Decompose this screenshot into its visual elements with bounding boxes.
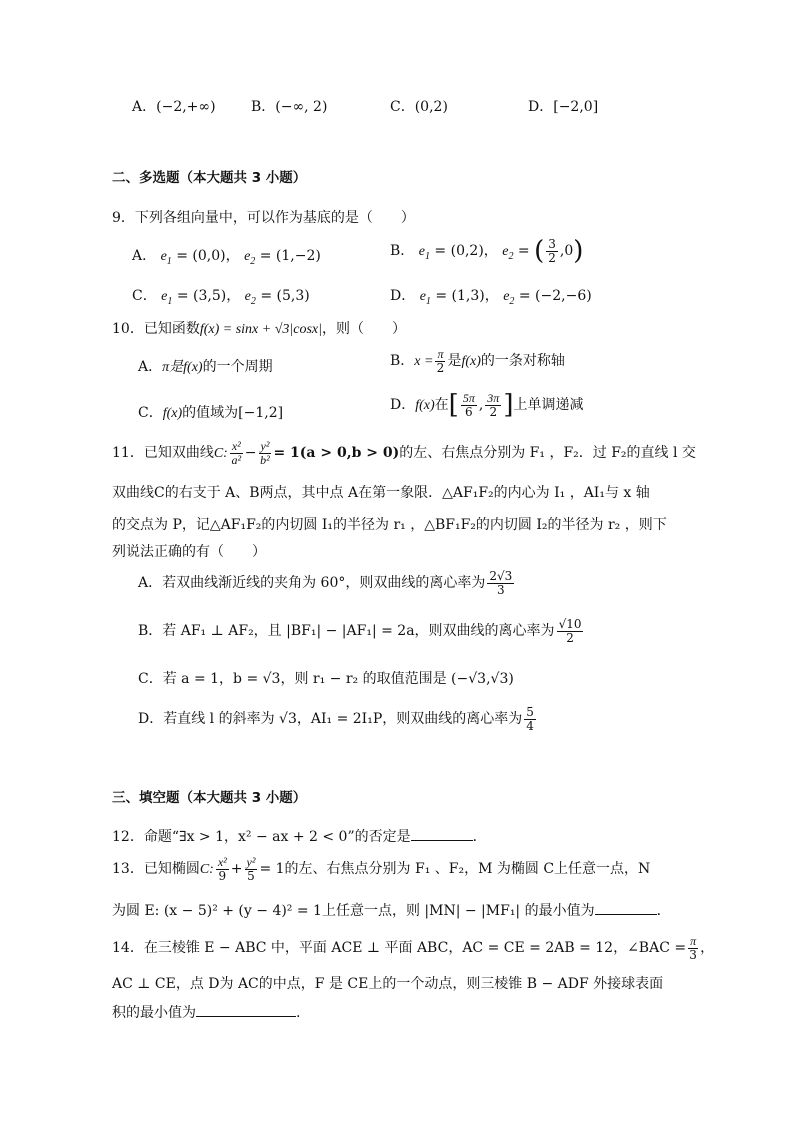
vector-e1: $e_1$ — [418, 244, 430, 262]
q10-option-b: B．x = $\frac{\pi}{2}$ 是f(x)的一条对称轴 — [390, 347, 565, 375]
section-heading-multi-choice: 二、多选题（本大题共 3 小题） — [112, 170, 307, 186]
fraction: $\frac{\text{y²}}{5}$ — [246, 855, 256, 883]
q8-option-d — [528, 96, 598, 116]
q11-option-d: D．若直线 l 的斜率为 √3，AI₁ = 2I₁P，则双曲线的离心率为 $\frac{5}{4}$ — [138, 705, 534, 733]
q13-line-1: 13．已知椭圆C: $\frac{\text{x²}}{9}$ + $\frac{\text{y²}}{5}$ = 1的左、右焦点分别为 F₁ 、F₂，M 为椭圆 C上任意一点，N — [112, 855, 651, 883]
answer-blank[interactable] — [411, 828, 473, 841]
q11-line-2: 双曲线C的右支于 A、B两点，其中点 A在第一象限．△AF₁F₂的内心为 I₁ ，AI₁与 x 轴 — [112, 485, 650, 501]
q8-option-b — [251, 96, 327, 116]
q9-option-a: A． $e_1 = (0,0)$， $e_2 = (1,-2)$ — [132, 248, 321, 267]
q11-option-b: B．若 AF₁ ⊥ AF₂，且 |BF₁| − |AF₁| = 2a，则双曲线的离心率为 $\frac{√10}{2}$ — [138, 617, 582, 645]
vector-e1: $e_1$ — [161, 289, 173, 307]
fraction: $\frac{5\pi}{6}$ — [462, 391, 475, 419]
q9-option-d: D． $e_1 = (1,3)$， $e_2 = (-2,-6)$ — [390, 288, 592, 307]
q14-line-2: AC ⊥ CE，点 D为 AC的中点，F 是 CE上的一个动点，则三棱锥 B − ADF 外接球表面 — [112, 976, 664, 992]
option-text: (−∞, 2) — [275, 99, 328, 115]
q10-option-d: D．f(x)在[ $\frac{5\pi}{6}$ , $\frac{3\pi}{2}$ ]上单调递减 — [390, 390, 584, 421]
vector-e2: $e_2$ — [244, 249, 256, 267]
q11-option-c: C．若 a = 1，b = √3，则 r₁ − r₂ 的取值范围是 (−√3,√3) — [138, 671, 514, 687]
vector-e1: $e_1$ — [160, 249, 172, 267]
q9-option-c: C． $e_1 = (3,5)$， $e_2 = (5,3)$ — [132, 288, 310, 307]
q11-line-1: 11．已知双曲线C: $\frac{\text{x²}}{\text{a²}}$ − $\frac{\text{y²}}{\text{b²}}$ = 1(a > 0,b > 0)的左、右焦点分别为 F₁ ，F₂．过 F₂的直线 l 交 — [112, 439, 696, 467]
q8-option-a — [132, 96, 216, 116]
fraction: $\frac{3}{2}$ — [548, 237, 556, 265]
q10-option-a: A．π是f(x)的一个周期 — [138, 359, 273, 375]
fraction: $\frac{\text{x²}}{9}$ — [217, 855, 227, 883]
option-text: (0,2) — [414, 99, 448, 115]
fraction: $\frac{5}{4}$ — [526, 705, 534, 733]
function-expression: f(x) = sinx + √3|cosx| — [199, 322, 322, 337]
option-letter: C． — [390, 99, 415, 115]
q14-line-1: 14．在三棱锥 E − ABC 中，平面 ACE ⊥ 平面 ABC，AC = CE = 2AB = 12，∠BAC = $\frac{\pi}{3}$ ， — [112, 934, 715, 962]
vector-e2: $e_2$ — [503, 289, 515, 307]
answer-blank[interactable] — [196, 1004, 296, 1017]
fraction: $\frac{\pi}{3}$ — [689, 934, 697, 962]
q10-option-c: C．f(x)的值域为[−1,2] — [138, 405, 284, 421]
q8-option-c — [390, 96, 448, 116]
q9-option-b: B． $e_1 = (0,2)$， $e_2$ = ( $\frac{3}{2}$ ,0) — [390, 236, 584, 267]
fraction: $\frac{\text{x²}}{\text{a²}}$ — [231, 439, 242, 467]
fraction: $\frac{√10}{2}$ — [558, 617, 582, 645]
q11-line-4: 列说法正确的有（ ） — [112, 544, 266, 560]
fraction: $\frac{2√3}{3}$ — [489, 569, 513, 597]
option-letter: B． — [251, 99, 276, 115]
answer-blank[interactable] — [595, 902, 657, 915]
option-text: (−2,+∞) — [156, 99, 216, 115]
fraction: $\frac{\text{y²}}{\text{b²}}$ — [260, 439, 270, 467]
section-heading-fill-in: 三、填空题（本大题共 3 小题） — [112, 790, 307, 806]
fraction: $\frac{3\pi}{2}$ — [487, 391, 500, 419]
vector-e2: $e_2$ — [244, 289, 256, 307]
q12: 12．命题“∃x > 1，x² − ax + 2 < 0”的否定是 ． — [112, 829, 487, 845]
q11-option-a: A．若双曲线渐近线的夹角为 60°，则双曲线的离心率为 $\frac{2√3}{3}$ — [138, 569, 513, 597]
q13-line-2: 为圆 E: (x − 5)² + (y − 4)² = 1上任意一点，则 |MN| − |MF₁| 的最小值为 ． — [112, 903, 671, 919]
q14-line-3: 积的最小值为 . — [112, 1005, 301, 1021]
option-letter: D． — [528, 99, 554, 115]
q9-stem: 9．下列各组向量中，可以作为基底的是（ ） — [112, 210, 415, 226]
fraction: $\frac{\pi}{2}$ — [436, 347, 445, 375]
vector-e1: $e_1$ — [419, 289, 431, 307]
q11-line-3: 的交点为 P，记△AF₁F₂的内切圆 I₁的半径为 r₁ ，△BF₁F₂的内切圆 I₂的半径为 r₂ ，则下 — [112, 517, 667, 533]
vector-e2: $e_2$ — [502, 244, 514, 262]
option-text: [−2,0] — [553, 99, 599, 115]
q10-stem: 10．已知函数f(x) = sinx + √3|cosx|，则（ ） — [112, 321, 406, 337]
option-letter: A． — [132, 99, 157, 115]
